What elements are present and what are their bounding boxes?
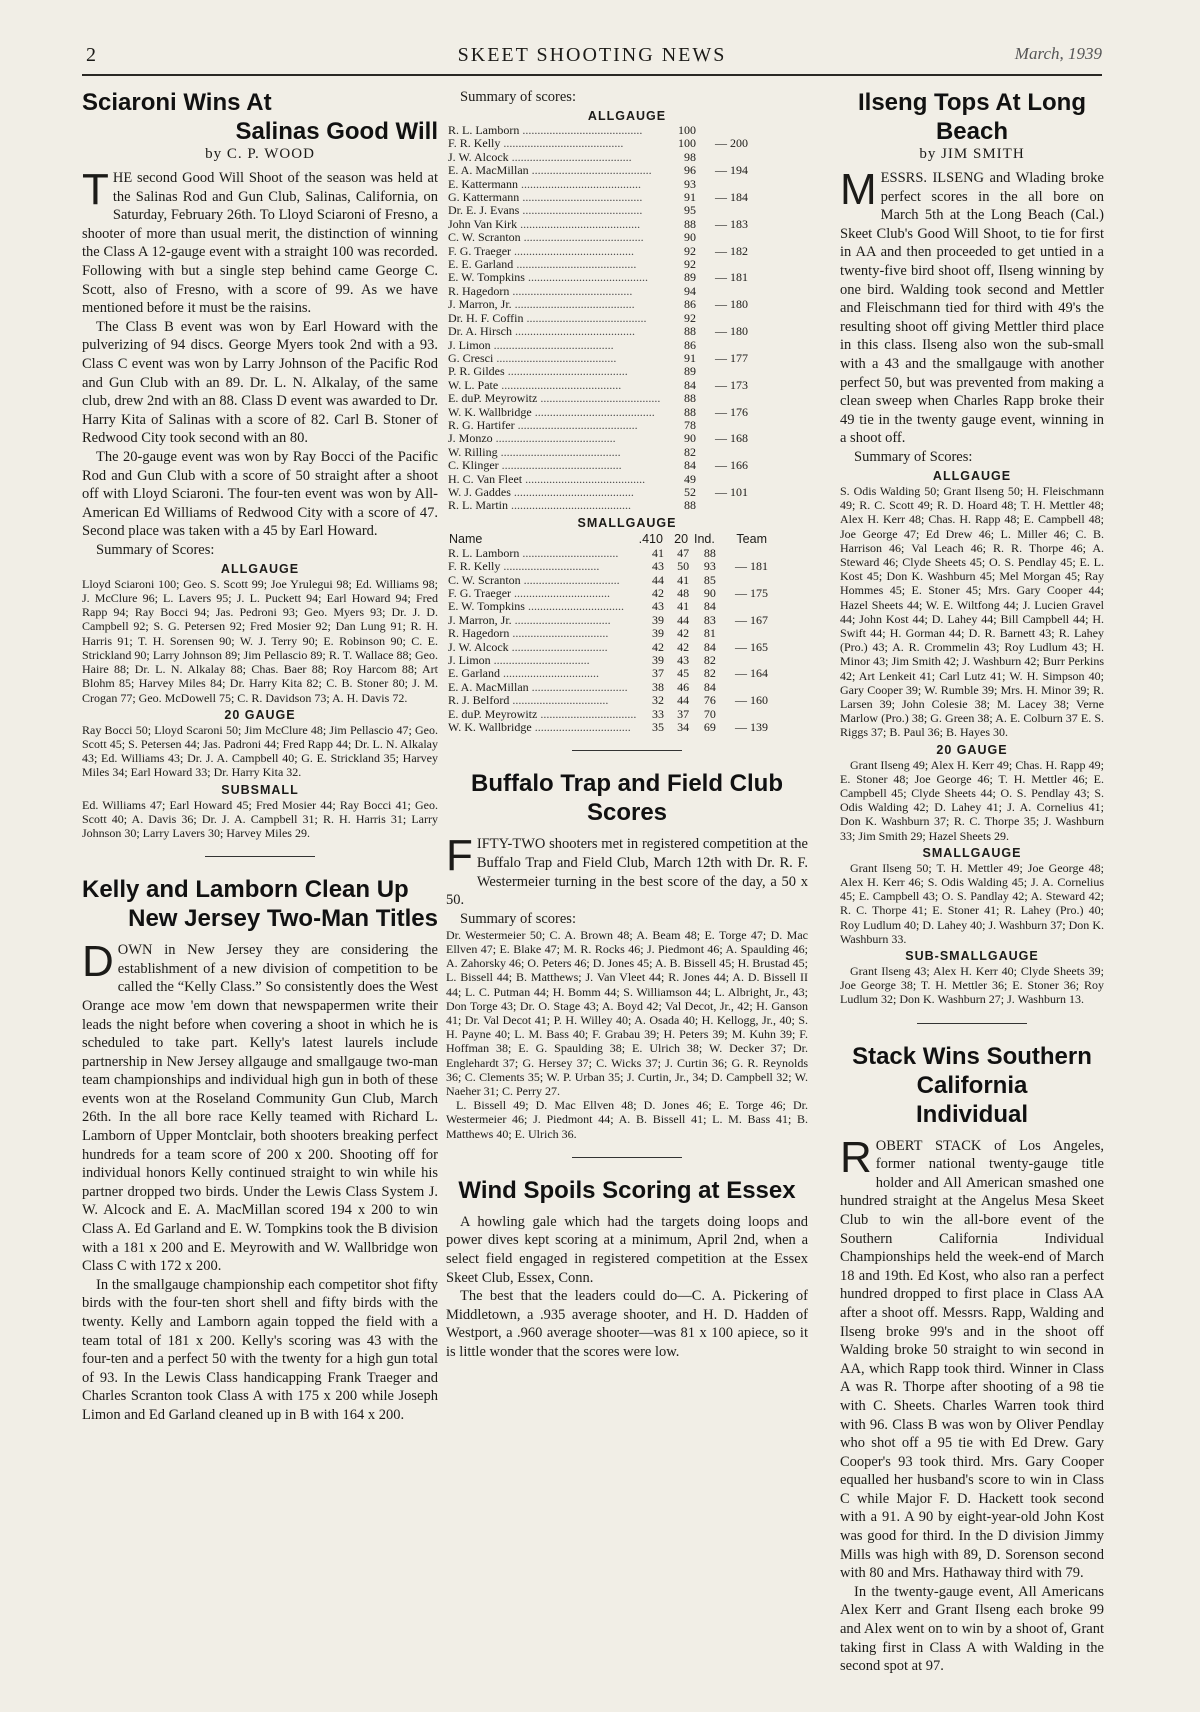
score-20: 45 <box>677 666 690 681</box>
article-title-kelly <box>82 875 438 933</box>
score-ind: 84 <box>703 639 716 654</box>
smallgauge-table <box>448 531 768 735</box>
score-row <box>448 325 748 338</box>
shooter-name: Dr. E. J. Evans ..... <box>448 204 662 217</box>
summary-heading: Summary of Scores: <box>96 541 215 558</box>
paragraph: In the smallgauge championship each competitor shot fifty birds with the four-ten short shell and fifty birds with the twenty. Kelly and Lamborn again topped the field with a team total of 181 x 200. Kelly's scoring was 43 with the four-ten and a perfect 50 with the twenty for a high gun total of 93. In the Lewis Class handicapping Frank Traeger and Charles Scranton took Class A with 175 x 200 while Joseph Limon and Ed Garland cleaned up in B with 164 x 200. <box>82 1276 438 1423</box>
score-410: 41 <box>651 545 664 560</box>
score-410: 42 <box>651 639 664 654</box>
divider <box>572 750 682 751</box>
score-row <box>448 667 768 680</box>
score-20: 47 <box>677 545 690 560</box>
score-row <box>448 486 748 499</box>
score-list: L. Bissell 49; D. Mac Ellven 48; D. Jones 46; E. Torge 46; Dr. Westermeier 46; J. Piedmont 44; A. B. Bissell 41; L. M. Bass 41; B. Matthews 40; E. Ulrich 36. <box>446 1098 808 1141</box>
team-total <box>696 499 748 512</box>
score-20: 41 <box>677 599 690 614</box>
score-20: 43 <box>677 653 690 668</box>
score-410: 37 <box>651 666 664 681</box>
score-row <box>448 258 748 271</box>
score-410: 43 <box>651 599 664 614</box>
team-total: — 101 <box>715 484 748 499</box>
team-total: — 176 <box>715 404 748 419</box>
team-total <box>716 681 768 694</box>
score-row <box>448 446 748 459</box>
score-row <box>448 654 768 667</box>
score-row <box>448 124 748 137</box>
team-total <box>696 204 748 217</box>
score-row <box>448 245 748 258</box>
score-20: 42 <box>677 639 690 654</box>
score: 84 <box>684 377 696 392</box>
class-heading: SMALLGAUGE <box>577 515 677 530</box>
score-ind: 88 <box>703 545 716 560</box>
article-title-buffalo <box>446 769 808 827</box>
score-list: S. Odis Walding 50; Grant Ilseng 50; H. Fleischmann 49; R. C. Scott 49; R. D. Hoard 48; T. H. Mettler 48; Alex H. Kerr 48; Chas. H. Rapp 48; E. Campbell 48; Joe George 47; Ed Drew 46; L. Miller 46; C. B. Harrison 46; Val Leach 46; R. R. Thorpe 46; A. Steward 46; Clyde Sheets 45; O. S. Pendlay 45; E. L. Kost 45; Don K. Washburn 45; Mel Morgan 45; Ray Hommes 45; E. Stoner 45; Mrs. Gary Cooper 44; Hazel Sheets 44; W. E. Wiltfong 44; J. Lucien Gravel 44; John Kost 44; D. Lahey 44; Bill Campbell 44; H. Swift 44; H. Gorman 44; D. R. Barnett 43; R. Lahey (Pro.) 43; A. R. Crommelin 43; Roy Ludlum 43; H. Minor 43; Jim Smith 42; J. Washburn 42; Burr Perkins 42; Art Lenkeit 41; Carl Lutz 41; W. H. Simpson 40; Gary Cooper 39; W. Rumble 39; Mrs. H. Minor 39; R. Larsen 39; John Colesie 38; M. Lacey 38; Verne Marlow (Pro.) 38; G. Green 38; A. E. Colburn 37 E. S. Riggs 37; B. Paul 36; B. Hayes 30. <box>840 483 1104 740</box>
title-line-2: Salinas Good Will <box>235 118 438 145</box>
summary-heading: Summary of scores: <box>460 910 576 927</box>
byline: by JIM SMITH <box>919 146 1025 162</box>
score-row <box>448 339 748 352</box>
shooter-name: J. W. Alcock ..... <box>448 641 636 654</box>
page-header <box>82 40 1102 76</box>
shooter-name: J. Marron, Jr. ..... <box>448 614 636 627</box>
team-total: — 177 <box>715 350 748 365</box>
team-total <box>716 654 768 667</box>
score-row <box>448 708 768 721</box>
shooter-name: J. Marron, Jr. ..... <box>448 298 662 311</box>
shooter-name: E. A. MacMillan ..... <box>448 681 636 694</box>
paragraph: THE second Good Will Shoot of the season was held at the Salinas Rod and Gun Club, Salinas, California, on Saturday, February 26th. To Lloyd Sciaroni of Fresno, a shooter of more than usual merit, the distinction of winning the Class A 12-gauge event with a straight 100 was recorded. Following with but a single step behind came George C. Scott, also of Fresno, with a score of 99. As we have mentioned before it must be the raisins. <box>82 165 438 317</box>
shooter-name: W. K. Wallbridge ..... <box>448 721 636 734</box>
team-total <box>696 339 748 352</box>
article-title-ilseng: Ilseng Tops At Long Beach <box>858 89 1086 145</box>
shooter-name: F. G. Traeger ..... <box>448 245 662 258</box>
score-row <box>448 218 748 231</box>
score: 86 <box>684 337 696 352</box>
shooter-name: E. A. MacMillan ..... <box>448 164 662 177</box>
class-heading: 20 GAUGE <box>936 742 1008 757</box>
shooter-name: R. L. Martin ..... <box>448 499 662 512</box>
team-total <box>696 473 748 486</box>
divider <box>917 1023 1027 1024</box>
team-total: — 173 <box>715 377 748 392</box>
score-list: Grant Ilseng 50; T. H. Mettler 49; Joe George 48; Alex H. Kerr 46; S. Odis Walding 45; J. A. Cornelius 45; E. Campbell 43; O. S. Pandlay 42; A. Steward 42; R. C. Thorpe 41; E. Stoner 41; R. Lahey (Pro.) 40; Roy Ludlum 40; D. Lahey 40; J. Washburn 37; Don K. Washburn 33. <box>840 860 1104 946</box>
shooter-name: E. duP. Meyrowitz ..... <box>448 392 662 405</box>
team-total: — 200 <box>715 136 748 151</box>
score: 91 <box>684 190 696 205</box>
team-total: — 181 <box>715 270 748 285</box>
shooter-name: John Van Kirk ..... <box>448 218 662 231</box>
article-title-sciaroni <box>82 88 438 146</box>
class-heading: SMALLGAUGE <box>922 845 1022 860</box>
paragraph: DOWN in New Jersey they are considering the establishment of a new division of competition to be called the “Kelly Class.” So consistently does the West Orange ace mow 'em down that newspapermen write their leads the night before when covering a shoot in which he is scheduled to take part. Kelly's latest laurels include partnership in New Jersey allgauge and smallgauge two-man team championships and individual high gun in both of these events won at the Roseland Community Gun Club, March 26th. In the all bore race Kelly teamed with Richard L. Lamborn of Upper Montclair, both shooters breaking perfect hundreds for a team score of 200 x 200. Shooting off for individual honors Kelly continued straight to win while his partner dropped two birds. Under the Lewis Class System J. W. Alcock and E. A. MacMillan scored 194 x 200 to win Class A. Ed Garland and E. W. Tompkins took the B division with a 181 x 200 and E. Meyrowith and W. Wallbridge won Class C with 172 x 200. <box>82 937 438 1275</box>
score-row <box>448 271 748 284</box>
summary-heading: Summary of scores: <box>460 89 576 105</box>
shooter-name: E. E. Garland ..... <box>448 258 662 271</box>
score-20: 41 <box>677 572 690 587</box>
shooter-name: E. Kattermann ..... <box>448 178 662 191</box>
team-total <box>716 627 768 640</box>
class-heading: SUBSMALL <box>221 782 299 797</box>
shooter-name: E. Garland ..... <box>448 667 636 680</box>
column-1 <box>82 88 438 1425</box>
shooter-name: J. Limon ..... <box>448 339 662 352</box>
score-row <box>448 298 748 311</box>
team-total <box>696 178 748 191</box>
score-410: 42 <box>651 586 664 600</box>
team-total <box>696 446 748 459</box>
score-20: 34 <box>677 720 690 735</box>
article-title-essex: Wind Spoils Scoring at Essex <box>458 1176 796 1204</box>
shooter-name: G. Cresci ..... <box>448 352 662 365</box>
score-row <box>448 392 748 405</box>
score-row <box>448 231 748 244</box>
score: 92 <box>684 310 696 325</box>
team-total: — 139 <box>735 720 768 735</box>
team-total: — 175 <box>735 586 768 600</box>
score-ind: 85 <box>703 572 716 587</box>
score: 88 <box>684 216 696 231</box>
column-3 <box>840 88 1104 1676</box>
score: 93 <box>684 176 696 191</box>
score-ind: 69 <box>703 720 716 735</box>
shooter-name: W. L. Pate ..... <box>448 379 662 392</box>
col-team: Team <box>736 531 767 546</box>
shooter-name: F. R. Kelly ..... <box>448 137 662 150</box>
score-410: 38 <box>651 679 664 694</box>
score-row <box>448 600 768 613</box>
shooter-name: Dr. H. F. Coffin ..... <box>448 312 662 325</box>
shooter-name: J. W. Alcock ..... <box>448 151 662 164</box>
score: 89 <box>684 364 696 379</box>
title-line-1: Buffalo Trap and Field Club <box>471 770 783 798</box>
byline: by C. P. WOOD <box>205 146 315 162</box>
score-410: 35 <box>651 720 664 735</box>
score: 52 <box>684 484 696 499</box>
shooter-name: C. W. Scranton ..... <box>448 574 636 587</box>
score-row <box>448 560 768 573</box>
shooter-name: E. W. Tompkins ..... <box>448 271 662 284</box>
masthead: SKEET SHOOTING NEWS <box>457 44 727 66</box>
score-20: 42 <box>677 626 690 641</box>
score-list: Grant Ilseng 43; Alex H. Kerr 40; Clyde Sheets 39; Joe George 38; T. H. Mettler 36; E. Stoner 36; Roy Ludlum 32; Don K. Washburn 27; J. Washburn 13. <box>840 964 1104 1007</box>
issue-date: March, 1939 <box>1014 44 1102 63</box>
class-heading: SUB-SMALLGAUGE <box>905 949 1039 963</box>
page-number: 2 <box>86 44 96 66</box>
score-row <box>448 151 748 164</box>
article-title-stack <box>840 1042 1104 1129</box>
team-total <box>716 574 768 587</box>
divider <box>572 1157 682 1158</box>
shooter-name: R. Hagedorn ..... <box>448 285 662 298</box>
team-total <box>696 392 748 405</box>
shooter-name: R. Hagedorn ..... <box>448 627 636 640</box>
team-total <box>696 285 748 298</box>
score-row <box>448 419 748 432</box>
score-list: Ray Bocci 50; Lloyd Scaroni 50; Jim McClure 48; Jim Pellascio 47; Geo. Scott 45; S. Petersen 44; Jas. Padroni 44; Fred Rapp 44; Dr. L. N. Alkalay 43; Ed. Williams 43; Dr. J. A. Campbell 40; G. E. Strickland 35; Harvey Miles 34; Earl Howard 33; Dr. Harry Kita 32. <box>82 722 438 780</box>
col-410: .410 <box>638 531 663 546</box>
score-ind: 90 <box>703 586 716 600</box>
score-row <box>448 547 768 560</box>
class-heading: ALLGAUGE <box>587 109 667 123</box>
paragraph: The Class B event was won by Earl Howard with the pulverizing of 94 discs. George Myers took 2nd with a 93. Class C event was won by Larry Johnson of the Pacific Rod and Gun Club with an 89. Dr. L. N. Alkalay, of the same club, drew 2nd with an 88. Class D event was awarded to Dr. Harry Kita of Salinas with a score of 82. Carl B. Stoner of Redwood City took second with an 80. <box>82 318 438 447</box>
column-2 <box>446 88 808 1362</box>
allgauge-table <box>448 124 748 513</box>
score: 82 <box>684 444 696 459</box>
team-total: — 180 <box>715 297 748 312</box>
score-row <box>448 204 748 217</box>
score-row <box>448 614 768 627</box>
score-list: Ed. Williams 47; Earl Howard 45; Fred Mosier 44; Ray Bocci 41; Geo. Scott 40; A. Davis 36; Dr. J. A. Campbell 31; R. H. Harris 31; Larry Johnson 30; Larry Lavers 30; Harvey Miles 29. <box>82 797 438 840</box>
team-total <box>716 600 768 613</box>
team-total: — 183 <box>715 216 748 231</box>
score-row <box>448 473 748 486</box>
score: 96 <box>684 163 696 178</box>
score-ind: 84 <box>703 679 716 694</box>
col-ind: Ind. <box>694 531 715 546</box>
team-total: — 165 <box>735 639 768 654</box>
score-row <box>448 574 768 587</box>
score-ind: 82 <box>703 666 716 681</box>
score-row <box>448 406 748 419</box>
title-line-1: Stack Wins Southern California <box>852 1042 1092 1099</box>
score-410: 44 <box>651 572 664 587</box>
score-row <box>448 352 748 365</box>
title-line-1: Sciaroni Wins At <box>82 89 272 116</box>
shooter-name: W. K. Wallbridge ..... <box>448 406 662 419</box>
team-total <box>696 124 748 137</box>
score: 92 <box>684 243 696 258</box>
col-20: 20 <box>674 531 689 546</box>
team-total: — 181 <box>735 559 768 574</box>
paragraph: FIFTY-TWO shooters met in registered competition at the Buffalo Trap and Field Club, March 12th with Dr. R. F. Westermeier turning in the best score of the day, a 50 x 50. <box>446 831 808 909</box>
title-line-1: Kelly and Lamborn Clean Up <box>82 876 409 904</box>
score-row <box>448 365 748 378</box>
paragraph: The best that the leaders could do—C. A. Pickering of Middletown, a .935 average shooter, and H. D. Hadden of Westport, a .960 average shooter—was 81 x 100 apiece, so it is little wonder that the scores were low. <box>446 1288 808 1361</box>
score: 88 <box>684 404 696 419</box>
score: 49 <box>684 471 696 486</box>
score-20: 50 <box>677 559 690 574</box>
score: 88 <box>684 391 696 406</box>
score-list: Lloyd Sciaroni 100; Geo. S. Scott 99; Joe Yrulegui 98; Ed. Williams 98; J. McClure 96; L. Lavers 95; J. L. Puckett 94; Earl Howard 94; Fred Rapp 94; Ray Bocci 94; Jas. Pedroni 93; Geo. Myers 93; Dr. J. D. Campbell 92; S. G. Petersen 92; Fred Mosier 92; Dan Lung 91; R. H. Harris 91; T. H. Sorensen 90; W. J. Terry 90; E. Robinson 90; C. E. Strickland 90; Larry Johnson 89; Jim Pellascio 89; R. T. Wallace 88; Geo. Haire 88; Dr. L. N. Alkalay 88; Chas. Baer 88; Roy Harcom 88; Art Blohm 85; Harvey Miles 84; Dr. Harry Kita 82; C. B. Stoner 80; J. M. Crogan 77; Geo. McDowell 75; C. R. Davidson 73; A. H. Davis 72. <box>82 576 438 705</box>
score: 100 <box>678 123 696 137</box>
score-20: 48 <box>677 586 690 600</box>
shooter-name: F. R. Kelly ..... <box>448 560 636 573</box>
summary-heading: Summary of Scores: <box>854 448 973 465</box>
shooter-name: R. L. Lamborn ..... <box>448 124 662 137</box>
team-total: — 167 <box>735 612 768 627</box>
score-20: 37 <box>677 706 690 721</box>
score-ind: 83 <box>703 612 716 627</box>
score-ind: 81 <box>703 626 716 641</box>
team-total <box>696 231 748 244</box>
score-ind: 93 <box>703 559 716 574</box>
class-heading: 20 GAUGE <box>224 707 296 722</box>
shooter-name: C. Klinger ..... <box>448 459 662 472</box>
team-total: — 184 <box>715 190 748 205</box>
team-total <box>696 312 748 325</box>
score-410: 39 <box>651 612 664 627</box>
col-name: Name <box>449 531 483 546</box>
paragraph: A howling gale which had the targets doing loops and power dives kept scoring at a minimum, April 2nd, when a select field engaged in registered competition at the Essex Skeet Club, Essex, Conn. <box>446 1213 808 1286</box>
shooter-name: G. Kattermann ..... <box>448 191 662 204</box>
title-line-2: Scores <box>586 799 668 827</box>
shooter-name: J. Limon ..... <box>448 654 636 667</box>
score-row <box>448 681 768 694</box>
score-ind: 70 <box>703 706 716 721</box>
paragraph: In the twenty-gauge event, All Americans Alex Kerr and Grant Ilseng each broke 99 and Alex went on to win by a shoot of, Grant taking first in Class A with Walding in the second spot at 97. <box>840 1583 1104 1675</box>
team-total <box>696 258 748 271</box>
shooter-name: F. G. Traeger ..... <box>448 587 636 600</box>
score-list: Grant Ilseng 49; Alex H. Kerr 49; Chas. H. Rapp 49; E. Stoner 48; Joe George 46; T. H. Mettler 46; E. Campbell 45; Clyde Sheets 44; O. S. Pendlay 43; S. Odis Walding 42; D. Lahey 41; J. A. Cornelius 41; Don K. Washburn 37; R. C. Thorpe 35; J. Washburn 33; Jim Smith 29; Hazel Sheets 29. <box>840 757 1104 843</box>
score: 94 <box>684 283 696 298</box>
score: 88 <box>684 498 696 513</box>
paragraph: The 20-gauge event was won by Ray Bocci of the Pacific Rod and Gun Club with a score of 50 straight after a shoot off with Lloyd Sciaroni. The four-ten event was won by All-American Ed Williams of Redwood City with a score of 47. Second place was taken with a 45 by Earl Howard. <box>82 448 438 540</box>
team-total: — 168 <box>715 431 748 446</box>
score-row <box>448 312 748 325</box>
score-410: 39 <box>651 626 664 641</box>
score-row <box>448 721 768 734</box>
score: 86 <box>684 297 696 312</box>
score: 91 <box>684 350 696 365</box>
score-ind: 76 <box>703 693 716 708</box>
score: 78 <box>684 417 696 432</box>
score-list: Dr. Westermeier 50; C. A. Brown 48; A. Beam 48; E. Torge 47; D. Mac Ellven 47; E. Blake 47; M. R. Rocks 46; J. Piedmont 46; A. Spaulding 46; A. Zahorsky 46; O. Peters 46; D. Jones 45; A. B. Bissell 45; H. Brustad 45; L. Bissell 44; B. Matthews; J. Van Vleet 44; R. Jones 44; A. D. Bissell II 44; L. C. Putman 44; H. Bomm 44; S. Williamson 44; L. Albright, Jr., 43; Don Torge 43; Dr. O. Stage 43; A. Boyd 42; Val Decot, Jr., 42; H. Ganson 41; Dr. Val Decot 41; P. H. Willey 40; A. Osada 40; H. Kellogg, Jr., 40; S. H. Payne 40; L. M. Bass 40; F. Grabau 39; H. Peters 39; M. Kuhn 39; F. Hoffman 38; E. G. Spaulding 38; E. Ulrich 38; W. Decker 37; Dr. Englehardt 37; G. Hersey 37; C. Wicks 37; J. Curtin 36; G. R. Reynolds 36; C. Clements 35; W. P. Urban 35; J. Curtin, Jr., 34; D. Campbell 32; W. Naeher 31; C. Perry 27. <box>446 927 808 1099</box>
team-total: — 194 <box>715 163 748 178</box>
title-line-2: New Jersey Two-Man Titles <box>128 905 438 933</box>
score: 98 <box>684 149 696 164</box>
team-total: — 182 <box>715 243 748 258</box>
score-row <box>448 164 748 177</box>
shooter-name: P. R. Gildes ..... <box>448 365 662 378</box>
score-410: 33 <box>651 706 664 721</box>
score-row <box>448 694 768 707</box>
score-row <box>448 432 748 445</box>
shooter-name: H. C. Van Fleet ..... <box>448 473 662 486</box>
score-20: 44 <box>677 693 690 708</box>
shooter-name: Dr. A. Hirsch ..... <box>448 325 662 338</box>
score-row <box>448 459 748 472</box>
score-row <box>448 137 748 150</box>
team-total <box>696 419 748 432</box>
score: 92 <box>684 257 696 272</box>
shooter-name: W. Rilling ..... <box>448 446 662 459</box>
shooter-name: E. W. Tompkins ..... <box>448 600 636 613</box>
score: 89 <box>684 270 696 285</box>
title-line-2: Individual <box>915 1100 1028 1128</box>
team-total: — 160 <box>735 693 768 708</box>
class-heading: ALLGAUGE <box>932 468 1012 483</box>
shooter-name: R. J. Belford ..... <box>448 694 636 707</box>
paragraph: MESSRS. ILSENG and Wlading broke perfect scores in the all bore on March 5th at the Long Beach (Cal.) Skeet Club's Good Will Shoot, to tie for first in AA and then proceeded to get untied in a twenty-five bird shoot off, Ilseng winning by one bird. Walding took second and Mettler and Fleischmann tied for third with 49's the resulting shoot off giving Mettler third place in this class. Ilseng also won the sub-small with a 43 and the smallgauge with another perfect 50, but was prevented from making a clean sweep when Charles Rapp broke their 49 tie in the twenty gauge event, winning in a shoot off. <box>840 165 1104 447</box>
team-total <box>716 708 768 721</box>
score-ind: 82 <box>703 653 716 668</box>
score: 88 <box>684 324 696 339</box>
score: 100 <box>678 136 696 151</box>
divider <box>205 856 315 857</box>
score-20: 44 <box>677 612 690 627</box>
score-row <box>448 641 768 654</box>
score: 95 <box>684 203 696 218</box>
shooter-name: E. duP. Meyrowitz ..... <box>448 708 636 721</box>
score: 84 <box>684 458 696 473</box>
shooter-name: R. L. Lamborn ..... <box>448 547 636 560</box>
class-heading: ALLGAUGE <box>220 561 300 576</box>
team-total <box>696 365 748 378</box>
score-410: 43 <box>651 559 664 574</box>
shooter-name: W. J. Gaddes ..... <box>448 486 662 499</box>
shooter-name: J. Monzo ..... <box>448 432 662 445</box>
score-row <box>448 499 748 512</box>
shooter-name: C. W. Scranton ..... <box>448 231 662 244</box>
score-20: 46 <box>677 679 690 694</box>
score-410: 39 <box>651 653 664 668</box>
score-row <box>448 627 768 640</box>
score: 90 <box>684 230 696 245</box>
score-row <box>448 379 748 392</box>
team-total: — 164 <box>735 666 768 681</box>
score-row <box>448 285 748 298</box>
score-row <box>448 587 768 600</box>
paragraph: ROBERT STACK of Los Angeles, former national twenty-gauge title holder and All American smashed one hundred straight at the Angelus Mesa Skeet Club to win the all-bore event of the Southern California Individual Championships held the week-end of March 18 and 19th. Ed Kost, who also ran a perfect hundred dropped to first place in Class AA after a shoot off. Messrs. Rapp, Walding and Ilseng broke 99's and in the shoot off Walding broke 50 straight to win second in AA, which Rapp took third. Winner in Class A was R. Thorpe after shooting of a 98 tie with C. Sheets. Charles Warren took third with 96. Class B was won by Oliver Pendlay who shot off a 95 tie with Ed Drew. Gary Cooper's 93 took third. Mrs. Gary Cooper equalled her husband's score to win in Class C while Major F. D. Hackett took second with a 91. A 90 by eight-year-old John Kost was good for third. In the D division Jimmy Mills was high with 89, D. Sorenson second with 80 and Mrs. Hathaway third with 79. <box>840 1132 1104 1582</box>
team-total <box>716 547 768 560</box>
team-total: — 180 <box>715 324 748 339</box>
score-ind: 84 <box>703 599 716 614</box>
score-row <box>448 178 748 191</box>
team-total: — 166 <box>715 458 748 473</box>
shooter-name: R. G. Hartifer ..... <box>448 419 662 432</box>
team-total <box>696 151 748 164</box>
score: 90 <box>684 431 696 446</box>
score-row <box>448 191 748 204</box>
score-410: 32 <box>651 693 664 708</box>
